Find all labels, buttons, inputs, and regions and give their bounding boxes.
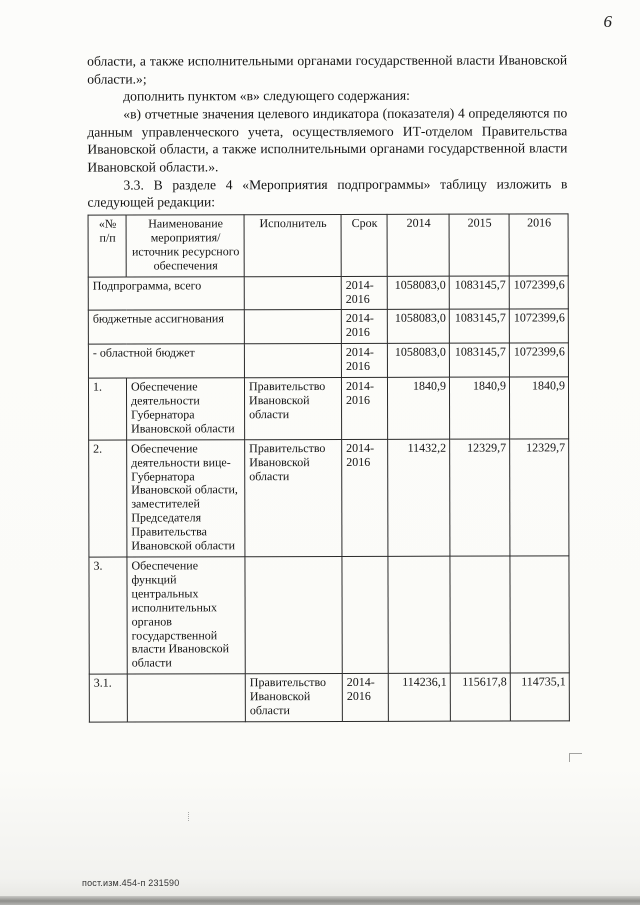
- value-cell: 1058083,0: [387, 276, 449, 310]
- table-header: [88, 214, 568, 277]
- table-row: [88, 309, 568, 344]
- value-cell: [510, 556, 569, 673]
- term-cell: 2014-2016: [341, 276, 387, 310]
- value-cell: 1083145,7: [449, 276, 509, 310]
- value-cell: 1058083,0: [387, 310, 449, 344]
- table-row: [89, 673, 569, 722]
- value-cell: 1072399,6: [509, 276, 568, 310]
- value-cell: 1840,9: [387, 377, 449, 439]
- executor-cell: Правительство Ивановской области: [245, 674, 342, 722]
- row-label-cell: - областной бюджет: [88, 344, 244, 378]
- document-content: [87, 51, 569, 722]
- executor-cell: [244, 310, 341, 344]
- table-row: [88, 377, 568, 440]
- scan-artifact: [188, 812, 191, 821]
- name-cell: Обеспечение деятельности вице-Губернатора Ивановской области, заместителей Председателя Правительства Ивановской области: [127, 439, 245, 557]
- paragraph: «в) отчетные значения целевого индикатора (показателя) 4 определяются по данным управленческого учета, осуществляемого ИТ-отделом Правительства Ивановской области, а также исполнительными органами государственной власти Ивановской области.».: [87, 105, 568, 175]
- value-cell: 1840,9: [449, 377, 509, 439]
- column-header: Исполнитель: [244, 215, 341, 277]
- table-header-row: [88, 214, 568, 277]
- value-cell: 114236,1: [388, 673, 450, 721]
- value-cell: 1083145,7: [449, 310, 509, 344]
- value-cell: 1083145,7: [449, 343, 509, 377]
- value-cell: 11432,2: [388, 439, 450, 556]
- name-cell: Обеспечение функций центральных исполнительных органов государственной власти Ивановской области: [127, 557, 245, 675]
- scan-artifact: [569, 753, 582, 762]
- value-cell: 1840,9: [509, 377, 568, 439]
- executor-cell: Правительство Ивановской области: [245, 439, 342, 557]
- executor-cell: [244, 276, 341, 310]
- value-cell: 12329,7: [450, 439, 510, 556]
- row-label-cell: Подпрограмма, всего: [88, 276, 244, 310]
- term-cell: [342, 556, 388, 673]
- term-cell: 2014-2016: [341, 377, 387, 439]
- number-cell: 3.1.: [89, 674, 127, 722]
- table-row: [89, 439, 569, 558]
- column-header: 2015: [449, 214, 509, 276]
- term-cell: 2014-2016: [341, 310, 387, 344]
- value-cell: 1058083,0: [387, 343, 449, 377]
- number-cell: 3.: [89, 557, 127, 674]
- paragraph: области, а также исполнительными органами государственной власти Ивановской области.»;: [87, 52, 568, 87]
- paragraph: дополнить пунктом «в» следующего содержания:: [123, 88, 410, 104]
- value-cell: 12329,7: [510, 439, 569, 556]
- row-label-cell: бюджетные ассигнования: [88, 310, 244, 344]
- term-cell: 2014-2016: [342, 439, 388, 556]
- table-row: [88, 276, 568, 311]
- executor-cell: Правительство Ивановской области: [244, 378, 341, 440]
- table-row: [89, 556, 569, 675]
- table-body: [88, 276, 569, 723]
- value-cell: 1072399,6: [509, 343, 568, 377]
- name-cell: Обеспечение деятельности Губернатора Ивановской области: [126, 378, 244, 440]
- number-cell: 1.: [88, 378, 126, 440]
- measures-table: [88, 213, 570, 722]
- number-cell: 2.: [89, 440, 127, 557]
- name-cell: [127, 674, 245, 722]
- column-header: Наименование мероприятия/ источник ресурсного обеспечения: [126, 215, 244, 277]
- column-header: 2014: [387, 214, 449, 276]
- term-cell: 2014-2016: [341, 344, 387, 378]
- value-cell: 1072399,6: [509, 309, 568, 343]
- value-cell: 115617,8: [450, 673, 510, 721]
- column-header: 2016: [509, 214, 568, 276]
- paragraph: 3.3. В разделе 4 «Мероприятия подпрограммы» таблицу изложить в следующей редакции:: [87, 176, 568, 211]
- value-cell: [388, 556, 450, 673]
- page-number: 6: [603, 12, 612, 31]
- table-row: [88, 343, 568, 378]
- executor-cell: [244, 344, 341, 378]
- scan-edge: [0, 896, 640, 905]
- executor-cell: [245, 556, 342, 674]
- footer-stamp: пост.изм.454-п 231590: [82, 878, 180, 888]
- term-cell: 2014-2016: [342, 674, 388, 722]
- value-cell: [450, 556, 510, 673]
- column-header: Срок: [341, 214, 387, 276]
- value-cell: 114735,1: [510, 673, 569, 721]
- column-header: «№ п/п: [88, 215, 126, 277]
